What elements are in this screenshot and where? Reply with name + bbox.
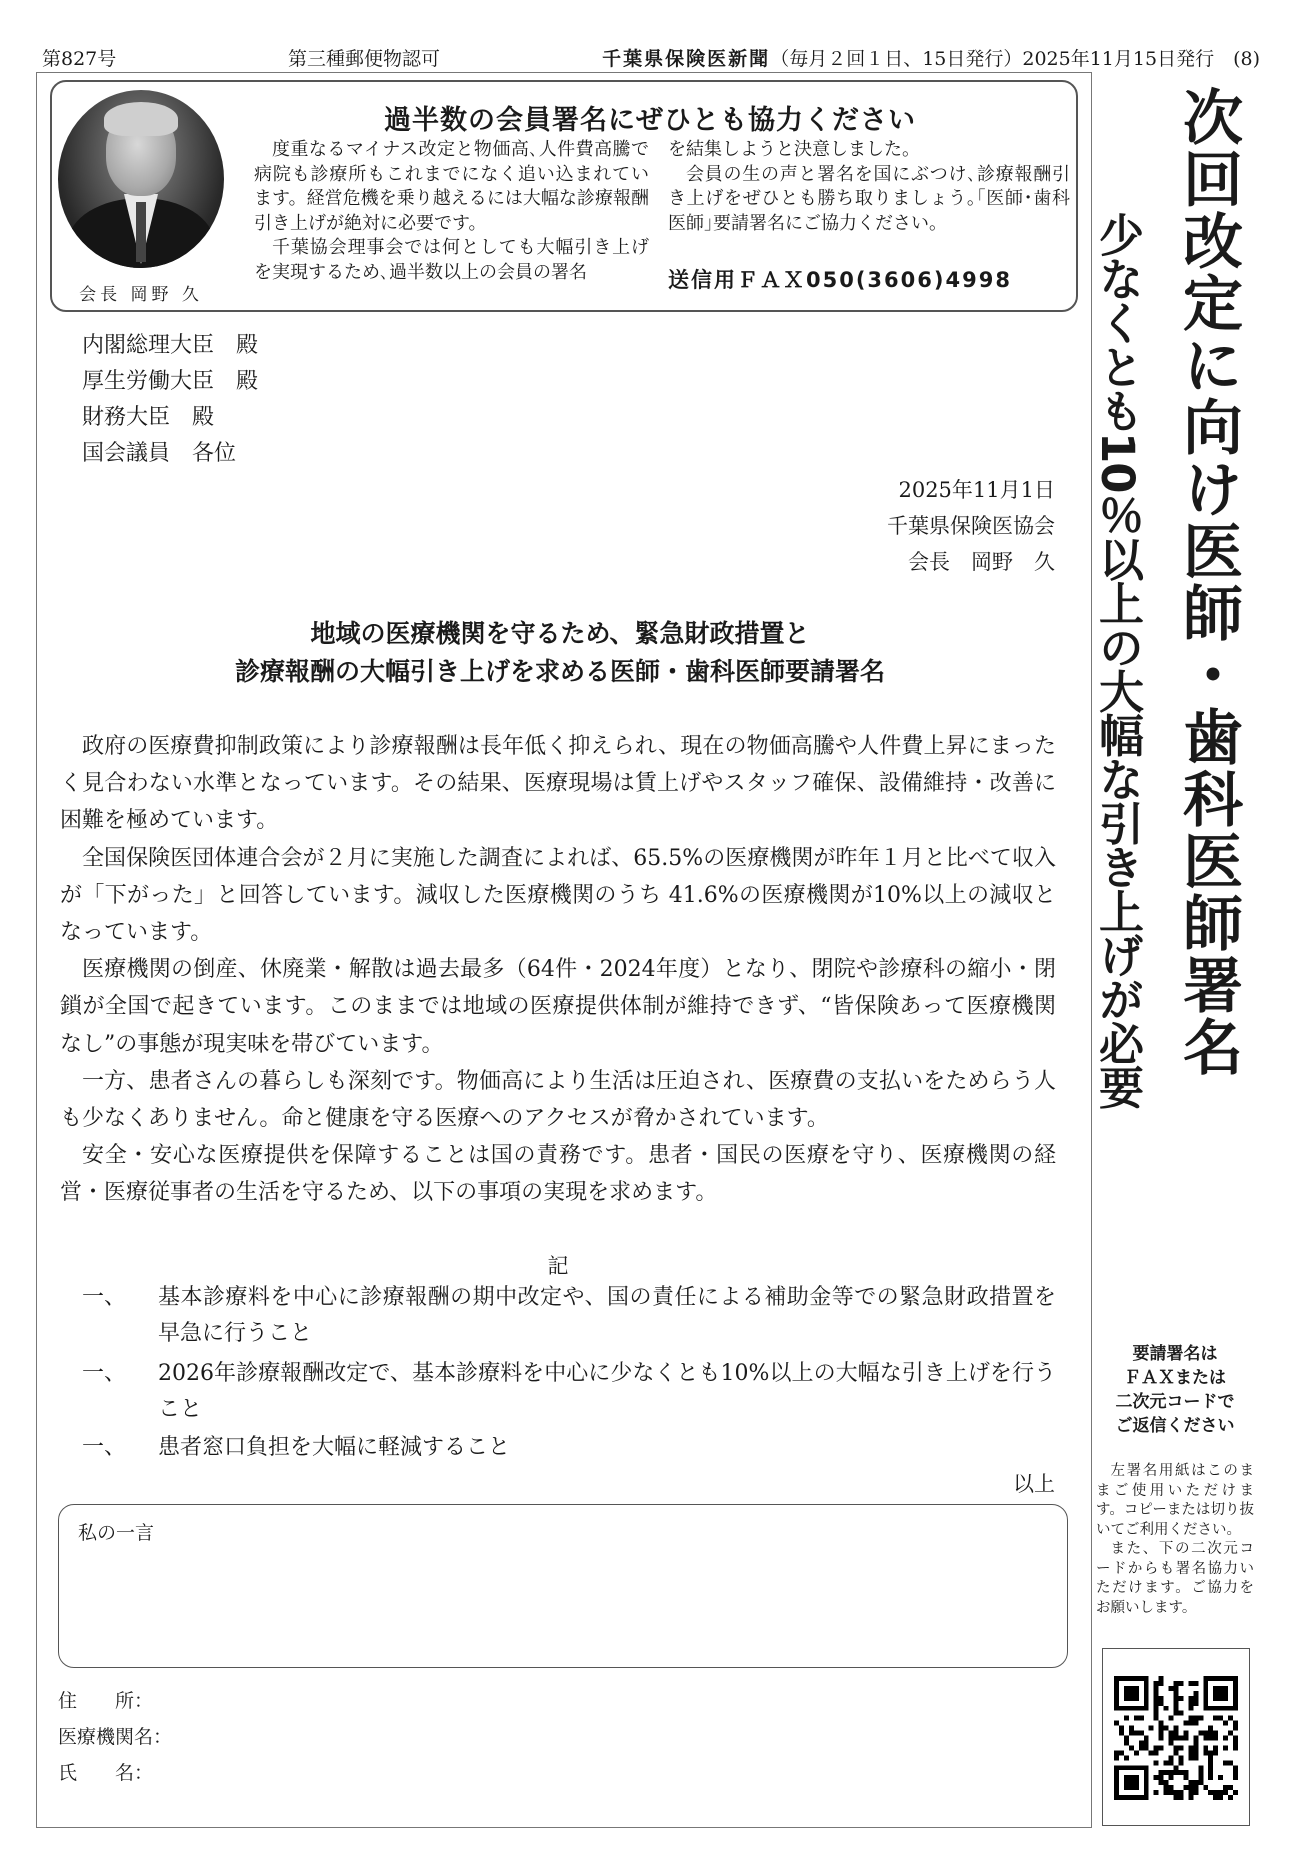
petition-title-line1: 地域の医療機関を守るため、緊急財政措置と — [310, 619, 810, 648]
comment-label: 私の一言 — [78, 1522, 155, 1544]
item-text: 患者窓口負担を大幅に軽減すること — [158, 1435, 511, 1460]
body-paragraph: 全国保険医団体連合会が２月に実施した調査によれば、65.5%の医療機関が昨年１月と比べて収入が「下がった」と回答しています。減収した医療機関のうち 41.6%の医療機関が10%以上の減収となっています。 — [60, 845, 1056, 946]
postal-permit: 第三種郵便物認可 — [288, 48, 441, 70]
comment-box[interactable] — [58, 1504, 1068, 1668]
reply-note-line: ＦＡＸまたは — [1124, 1368, 1226, 1388]
item-text: 2026年診療報酬改定で、基本診療料を中心に少なくとも10%以上の大幅な引き上げを行うこと — [158, 1361, 1056, 1422]
appeal-paragraph: 会員の生の声と署名を国にぶつけ､診療報酬引き上げをぜひとも勝ち取りましょう｡｢医師･歯科医師｣要請署名にご協力ください。 — [668, 163, 1070, 234]
item-mark: 一、 — [82, 1361, 127, 1386]
facility-name-field[interactable]: 医療機関名： — [58, 1726, 173, 1748]
reply-note-line: 要請署名は — [1132, 1344, 1218, 1364]
reply-desc-paragraph: 左署名用紙はこのままご使用いただけます。コピーまたは切り抜いてご利用ください。 — [1096, 1463, 1254, 1538]
reply-desc-paragraph: また、下の二次元コードからも署名協力いただけます。ご協力をお願いします。 — [1096, 1541, 1254, 1616]
appeal-paragraph: を結集しようと決意しました。 — [668, 139, 920, 160]
ki-heading: 記 — [547, 1254, 569, 1278]
appeal-column-1 — [254, 138, 649, 285]
reply-note — [1098, 1342, 1252, 1438]
headline-vertical-2: 少なくとも10％以上の大幅な引き上げが必要 — [1091, 212, 1144, 1109]
letter-date: 2025年11月1日 — [898, 478, 1055, 502]
fax-number: 送信用ＦＡＸ050(3606)4998 — [668, 268, 1012, 292]
item-mark: 一、 — [82, 1435, 127, 1460]
publication-info — [602, 44, 1260, 71]
issue-number: 第827号 — [42, 48, 117, 70]
recipient: 内閣総理大臣 殿 — [82, 333, 259, 358]
appeal-paragraph: 度重なるマイナス改定と物価高､人件費高騰で病院も診療所もこれまでになく追い込まれています。経営危機を乗り越えるには大幅な診療報酬引き上げが絶対に必要です。 — [254, 139, 649, 234]
demand-item — [60, 1280, 1056, 1354]
photo-caption: 会長 岡野 久 — [79, 285, 203, 305]
recipient: 厚生労働大臣 殿 — [82, 369, 259, 394]
address-field[interactable]: 住 所： — [58, 1690, 154, 1712]
body-paragraph: 一方、患者さんの暮らしも深刻です。物価高により生活は圧迫され、医療費の支払いをためらう人も少なくありません。命と健康を守る医療へのアクセスが脅かされています。 — [60, 1068, 1056, 1132]
appeal-column-2 — [668, 138, 1070, 236]
petition-title-line2: 診療報酬の大幅引き上げを求める医師・歯科医師要請署名 — [234, 657, 885, 686]
qr-code-icon[interactable] — [1114, 1668, 1238, 1808]
body-paragraph: 医療機関の倒産、休廃業・解散は過去最多（64件・2024年度）となり、閉院や診療科の縮小・閉鎖が全国で起きています。このままでは地域の医療提供体制が維持できず、“皆保険あって医療機関なし”の事態が現実味を帯びています。 — [60, 957, 1056, 1057]
letter-org: 千葉県保険医協会 — [887, 514, 1055, 538]
recipient: 財務大臣 殿 — [82, 405, 215, 430]
paper-name: 千葉県保険医新聞 — [602, 48, 771, 70]
letter-signer: 会長 岡野 久 — [908, 550, 1055, 574]
appeal-paragraph: 千葉協会理事会では何としても大幅引き上げを実現するため､過半数以上の会員の署名 — [254, 237, 649, 283]
portrait-photo-icon — [58, 90, 224, 268]
name-field[interactable]: 氏 名： — [58, 1762, 154, 1784]
closing-ijo: 以上 — [1013, 1472, 1055, 1496]
reply-note-line: ご返信ください — [1115, 1416, 1235, 1436]
body-paragraph: 政府の医療費抑制政策により診療報酬は長年低く抑えられ、現在の物価高騰や人件費上昇にまったく見合わない水準となっています。その結果、医療現場は賃上げやスタッフ確保、設備維持・改善に困難を極めています。 — [60, 734, 1056, 834]
demand-item — [60, 1430, 1056, 1466]
demand-item — [60, 1356, 1056, 1430]
reply-description — [1096, 1462, 1254, 1618]
reply-note-line: 二次元コードで — [1115, 1392, 1235, 1412]
page-header — [42, 44, 1260, 68]
headline-vertical-1: 次回改定に向け医師・歯科医師署名 — [1173, 86, 1243, 1078]
appeal-title: 過半数の会員署名にぜひとも協力ください — [384, 105, 916, 136]
recipient: 国会議員 各位 — [82, 441, 237, 466]
publish-date: （毎月２回１日、15日発行）2025年11月15日発行 (8) — [770, 48, 1260, 70]
petition-body — [60, 728, 1056, 1212]
item-text: 基本診療料を中心に診療報酬の期中改定や、国の責任による補助金等での緊急財政措置を早急に行うこと — [158, 1285, 1056, 1346]
body-paragraph: 安全・安心な医療提供を保障することは国の責務です。患者・国民の医療を守り、医療機関の経営・医療従事者の生活を守るため、以下の事項の実現を求めます。 — [60, 1143, 1056, 1206]
item-mark: 一、 — [82, 1285, 127, 1310]
